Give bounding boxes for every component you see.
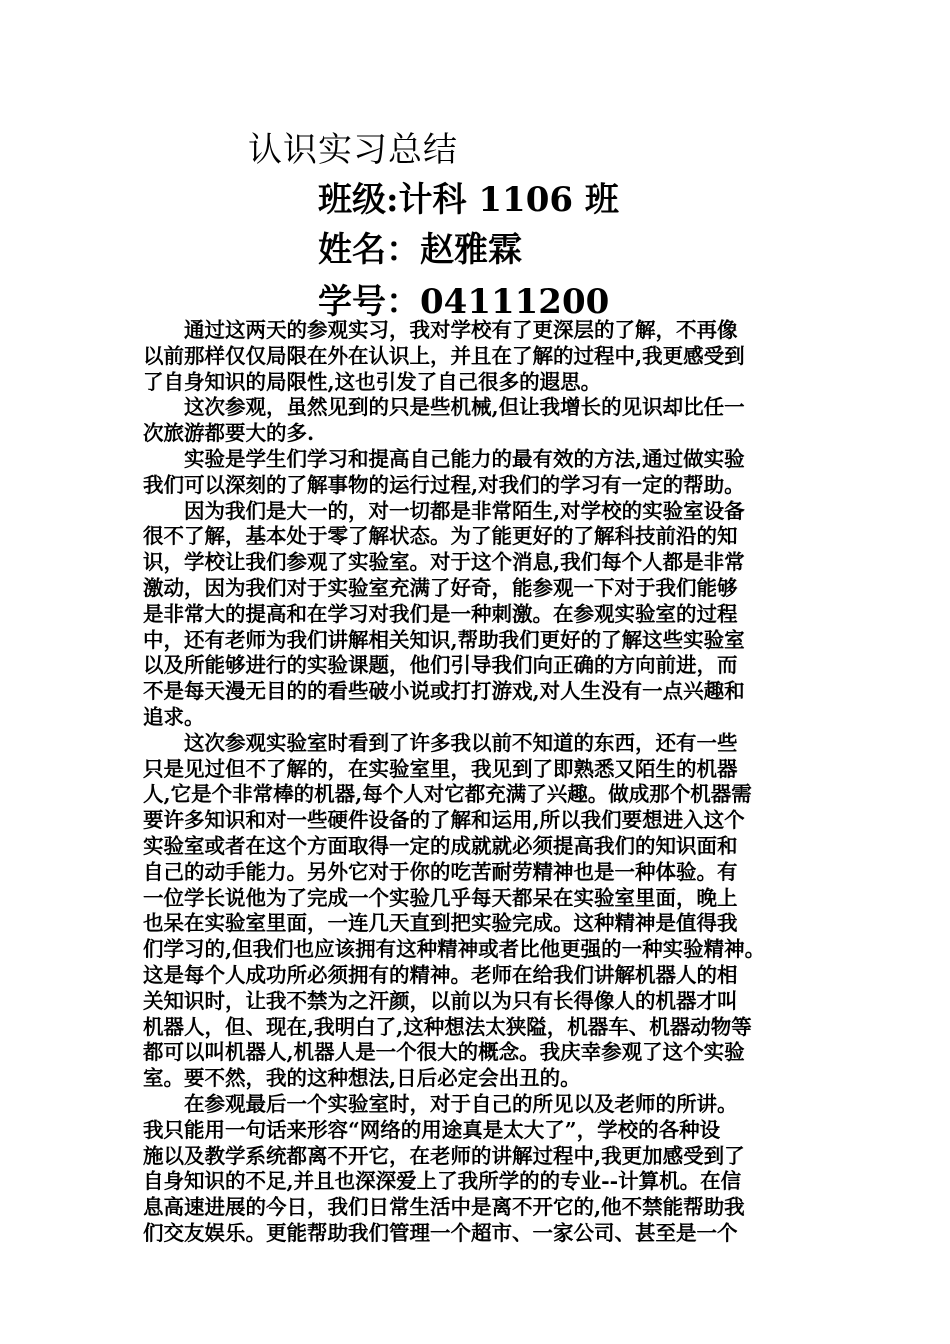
text-line: 是非常大的提高和在学习对我们是一种刺激。在参观实验室的过程 <box>143 601 738 626</box>
student-name: 姓名：赵雅霖 <box>318 230 522 270</box>
text-line: 施以及教学系统都离不开它，在老师的讲解过程中,我更加感受到了 <box>143 1143 745 1168</box>
text-line: 这是每个人成功所必须拥有的精神。老师在给我们讲解机器人的相 <box>143 962 738 987</box>
text-line: 很不了解，基本处于零了解状态。为了能更好的了解科技前沿的知 <box>143 524 738 549</box>
body-text <box>143 318 813 1247</box>
text-line: 室。要不然，我的这种想法,日后必定会出丑的。 <box>143 1066 581 1091</box>
text-line: 这次参观实验室时看到了许多我以前不知道的东西，还有一些 <box>143 730 738 755</box>
text-line: 了自身知识的局限性,这也引发了自己很多的遐思。 <box>143 369 602 394</box>
text-line: 在参观最后一个实验室时，对于自己的所见以及老师的所讲。 <box>143 1091 738 1116</box>
text-line: 一位学长说他为了完成一个实验几乎每天都呆在实验室里面，晚上 <box>143 885 738 910</box>
text-line: 要许多知识和对一些硬件设备的了解和运用,所以我们要想进入这个 <box>143 808 745 833</box>
text-line: 实验室或者在这个方面取得一定的成就就必须提高我们的知识面和 <box>143 833 738 858</box>
text-line: 都可以叫机器人,机器人是一个很大的概念。我庆幸参观了这个实验 <box>143 1040 745 1065</box>
text-line: 激动，因为我们对于实验室充满了好奇，能参观一下对于我们能够 <box>143 575 738 600</box>
text-line: 识，学校让我们参观了实验室。对于这个消息,我们每个人都是非常 <box>143 550 745 575</box>
text-line: 因为我们是大一的，对一切都是非常陌生,对学校的实验室设备 <box>143 498 745 523</box>
text-line: 不是每天漫无目的的看些破小说或打打游戏,对人生没有一点兴趣和 <box>143 679 745 704</box>
text-line: 也呆在实验室里面，一连几天直到把实验完成。这种精神是值得我 <box>143 911 738 936</box>
document-title: 认识实习总结 <box>248 130 458 170</box>
text-line: 们交友娱乐。更能帮助我们管理一个超市、一家公司、甚至是一个 <box>143 1220 738 1245</box>
text-line: 自身知识的不足,并且也深深爱上了我所学的的专业--计算机。在信 <box>143 1169 742 1194</box>
text-line: 息高速进展的今日，我们日常生活中是离不开它的,他不禁能帮助我 <box>143 1195 745 1220</box>
text-line: 我只能用一句话来形容“网络的用途真是太大了”，学校的各种设 <box>143 1117 721 1142</box>
text-line: 关知识时，让我不禁为之汗颜，以前以为只有长得像人的机器才叫 <box>143 988 738 1013</box>
text-line: 人,它是个非常棒的机器,每个人对它都充满了兴趣。做成那个机器需 <box>143 782 752 807</box>
text-line: 们学习的,但我们也应该拥有这种精神或者比他更强的一种实验精神。 <box>143 937 766 962</box>
text-line: 通过这两天的参观实习，我对学校有了更深层的了解，不再像 <box>143 318 738 342</box>
text-line: 以前那样仅仅局限在外在认识上，并且在了解的过程中,我更感受到 <box>143 343 745 368</box>
text-line: 只是见过但不了解的，在实验室里，我见到了即熟悉又陌生的机器 <box>143 756 738 781</box>
text-line: 实验是学生们学习和提高自己能力的最有效的方法,通过做实验 <box>143 446 745 471</box>
text-line: 次旅游都要大的多. <box>143 421 315 446</box>
text-line: 这次参观，虽然见到的只是些机械,但让我增长的见识却比任一 <box>143 395 745 420</box>
text-line: 我们可以深刻的了解事物的运行过程,对我们的学习有一定的帮助。 <box>143 472 745 497</box>
class-info: 班级:计科 1106 班 <box>318 180 619 220</box>
text-line: 中，还有老师为我们讲解相关知识,帮助我们更好的了解这些实验室 <box>143 627 745 652</box>
text-line: 机器人，但、现在,我明白了,这种想法太狭隘，机器车、机器动物等 <box>143 1014 752 1039</box>
student-id: 学号：04111200 <box>318 282 610 322</box>
text-line: 以及所能够进行的实验课题，他们引导我们向正确的方向前进，而 <box>143 653 738 678</box>
text-line: 自己的动手能力。另外它对于你的吃苦耐劳精神也是一种体验。有 <box>143 859 738 884</box>
text-line: 追求。 <box>143 704 205 729</box>
